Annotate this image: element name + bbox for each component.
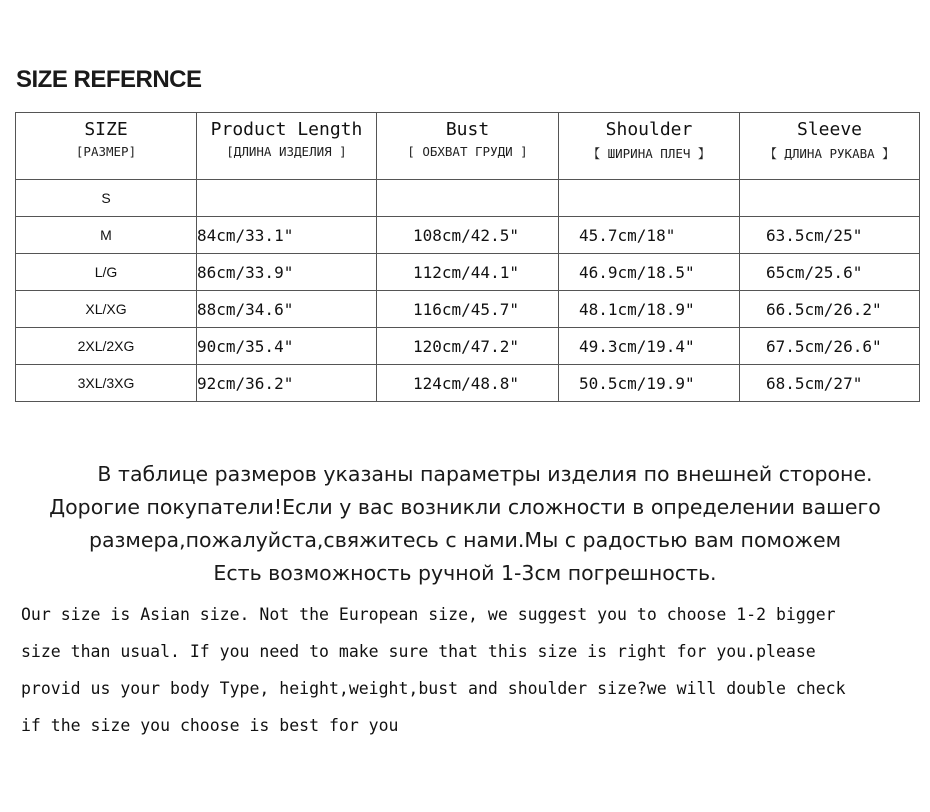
size-cell: XL/XG <box>16 291 197 328</box>
header-product-length <box>197 113 377 180</box>
header-sublabel: 【 ДЛИНА РУКАВА 】 <box>764 146 895 161</box>
length-cell: 86cm/33.9" <box>197 254 377 291</box>
header-label: Bust <box>445 119 490 140</box>
size-cell: M <box>16 217 197 254</box>
header-size <box>16 113 197 180</box>
size-chart-table <box>15 112 920 402</box>
header-label: SIZE <box>84 119 128 140</box>
shoulder-cell: 48.1cm/18.9" <box>559 291 740 328</box>
header-sublabel: [ДЛИНА ИЗДЕЛИЯ ] <box>226 144 347 159</box>
length-cell: 92cm/36.2" <box>197 365 377 402</box>
header-bust <box>377 113 559 180</box>
shoulder-cell <box>559 180 740 217</box>
length-cell: 84cm/33.1" <box>197 217 377 254</box>
english-note-line: size than usual. If you need to make sure that this size is right for you.please <box>21 642 816 661</box>
table-row <box>16 217 920 254</box>
table-row <box>16 180 920 217</box>
table-row <box>16 328 920 365</box>
header-sublabel: [РАЗМЕР] <box>75 144 137 159</box>
header-label: Shoulder <box>605 119 693 140</box>
russian-note-line: Дорогие покупатели!Если у вас возникли сложности в определении вашего <box>49 495 881 519</box>
header-sleeve <box>740 113 920 180</box>
table-header-row <box>16 113 920 180</box>
shoulder-cell: 50.5cm/19.9" <box>559 365 740 402</box>
length-cell: 90cm/35.4" <box>197 328 377 365</box>
header-label: Sleeve <box>796 119 863 140</box>
header-sublabel: 【 ШИРИНА ПЛЕЧ 】 <box>587 146 711 161</box>
bust-cell: 124cm/48.8" <box>377 365 559 402</box>
sleeve-cell <box>740 180 920 217</box>
size-cell: L/G <box>16 254 197 291</box>
english-note-line: Our size is Asian size. Not the European size, we suggest you to choose 1-2 bigger <box>21 605 836 624</box>
sleeve-cell: 65cm/25.6" <box>740 254 920 291</box>
russian-note <box>0 458 930 590</box>
table-row <box>16 365 920 402</box>
russian-note-line: размера,пожалуйста,свяжитесь с нами.Мы с радостью вам поможем <box>88 528 842 552</box>
bust-cell: 116cm/45.7" <box>377 291 559 328</box>
header-shoulder <box>559 113 740 180</box>
size-cell: S <box>16 180 197 217</box>
sleeve-cell: 67.5cm/26.6" <box>740 328 920 365</box>
russian-note-line: Есть возможность ручной 1-3см погрешность. <box>213 561 717 585</box>
sleeve-cell: 68.5cm/27" <box>740 365 920 402</box>
english-note-line: if the size you choose is best for you <box>21 716 399 735</box>
sleeve-cell: 66.5cm/26.2" <box>740 291 920 328</box>
bust-cell <box>377 180 559 217</box>
header-sublabel: [ ОБХВАТ ГРУДИ ] <box>407 144 528 159</box>
shoulder-cell: 46.9cm/18.5" <box>559 254 740 291</box>
length-cell <box>197 180 377 217</box>
table-row <box>16 291 920 328</box>
length-cell: 88cm/34.6" <box>197 291 377 328</box>
bust-cell: 120cm/47.2" <box>377 328 559 365</box>
size-cell: 2XL/2XG <box>16 328 197 365</box>
bust-cell: 112cm/44.1" <box>377 254 559 291</box>
english-note-line: provid us your body Type, height,weight,bust and shoulder size?we will double check <box>21 679 846 698</box>
table-row <box>16 254 920 291</box>
shoulder-cell: 45.7cm/18" <box>559 217 740 254</box>
size-cell: 3XL/3XG <box>16 365 197 402</box>
sleeve-cell: 63.5cm/25" <box>740 217 920 254</box>
page-title: SIZE REFERNCE <box>16 66 202 93</box>
russian-note-line: В таблице размеров указаны параметры изделия по внешней стороне. <box>97 462 873 486</box>
shoulder-cell: 49.3cm/19.4" <box>559 328 740 365</box>
header-label: Product Length <box>210 119 363 140</box>
english-note <box>21 596 921 744</box>
bust-cell: 108cm/42.5" <box>377 217 559 254</box>
